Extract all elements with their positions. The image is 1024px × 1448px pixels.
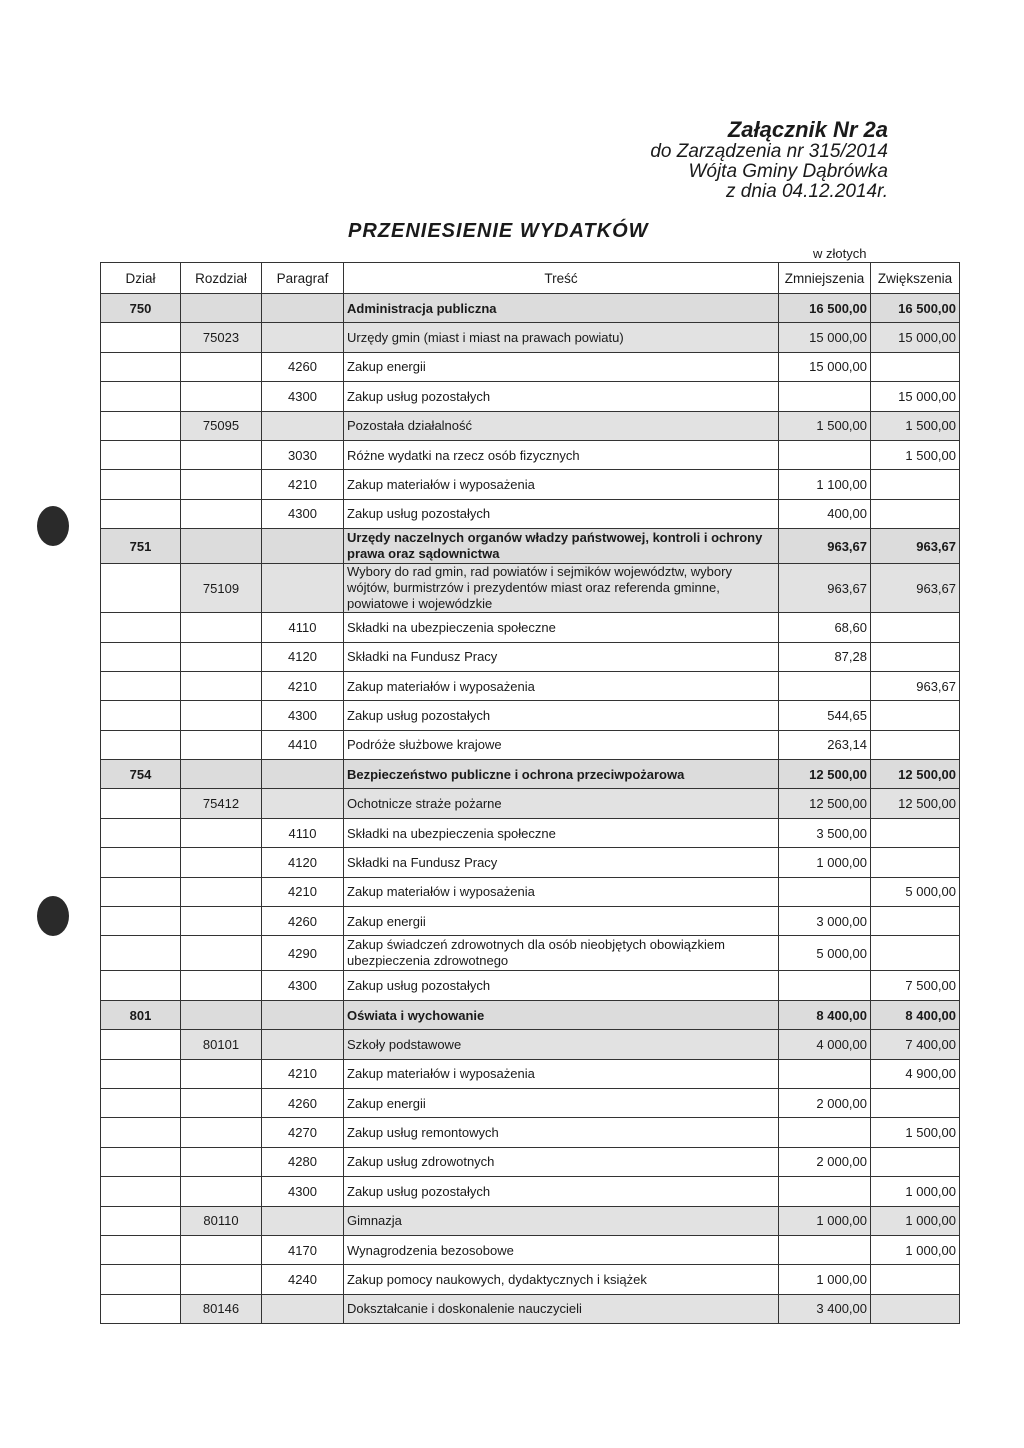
cell-tresc: Wynagrodzenia bezosobowe [344, 1235, 779, 1264]
table-row [101, 818, 960, 847]
table-row [101, 789, 960, 818]
cell-dzial: 754 [101, 760, 181, 789]
cell-zmniejszenia: 1 000,00 [779, 1265, 871, 1294]
cell-zwiekszenia: 5 000,00 [871, 877, 960, 906]
cell-tresc: Gimnazja [344, 1206, 779, 1235]
cell-dzial [101, 1030, 181, 1059]
cell-zwiekszenia [871, 701, 960, 730]
cell-paragraf [262, 1294, 344, 1323]
cell-tresc: Zakup usług pozostałych [344, 1177, 779, 1206]
issuer: Wójta Gminy Dąbrówka [688, 161, 888, 182]
cell-zwiekszenia: 1 500,00 [871, 440, 960, 469]
cell-zwiekszenia: 1 500,00 [871, 1118, 960, 1147]
cell-zmniejszenia: 544,65 [779, 701, 871, 730]
cell-rozdzial [181, 294, 262, 323]
cell-dzial [101, 440, 181, 469]
table-row [101, 1088, 960, 1117]
cell-tresc: Wybory do rad gmin, rad powiatów i sejmików województw, wybory wójtów, burmistrzów i prezydentów miast oraz referenda gminne, powiatowe i wojewódzkie [344, 564, 779, 613]
cell-rozdzial [181, 936, 262, 971]
cell-paragraf [262, 1030, 344, 1059]
table-row [101, 1059, 960, 1088]
cell-zwiekszenia: 1 000,00 [871, 1177, 960, 1206]
cell-zmniejszenia: 4 000,00 [779, 1030, 871, 1059]
cell-paragraf: 4300 [262, 499, 344, 528]
table-row [101, 1118, 960, 1147]
page-title: PRZENIESIENIE WYDATKÓW [348, 220, 649, 242]
cell-rozdzial: 80110 [181, 1206, 262, 1235]
cell-tresc: Urzędy gmin (miast i miast na prawach powiatu) [344, 323, 779, 352]
cell-paragraf: 4120 [262, 848, 344, 877]
table-row [101, 1177, 960, 1206]
cell-zmniejszenia: 87,28 [779, 642, 871, 671]
cell-zmniejszenia [779, 971, 871, 1000]
cell-zmniejszenia [779, 671, 871, 700]
cell-dzial [101, 907, 181, 936]
cell-dzial [101, 877, 181, 906]
cell-zmniejszenia: 263,14 [779, 730, 871, 759]
cell-dzial [101, 411, 181, 440]
cell-zwiekszenia: 1 500,00 [871, 411, 960, 440]
cell-rozdzial: 80101 [181, 1030, 262, 1059]
cell-rozdzial [181, 382, 262, 411]
cell-tresc: Dokształcanie i doskonalenie nauczycieli [344, 1294, 779, 1323]
cell-tresc: Składki na Fundusz Pracy [344, 848, 779, 877]
table-row [101, 411, 960, 440]
cell-rozdzial [181, 499, 262, 528]
cell-dzial [101, 470, 181, 499]
cell-dzial [101, 818, 181, 847]
cell-tresc: Zakup energii [344, 1088, 779, 1117]
table-row [101, 848, 960, 877]
cell-paragraf: 4300 [262, 971, 344, 1000]
cell-paragraf [262, 1206, 344, 1235]
cell-paragraf: 4260 [262, 352, 344, 381]
table-row [101, 564, 960, 613]
cell-zmniejszenia: 68,60 [779, 613, 871, 642]
cell-zwiekszenia [871, 470, 960, 499]
cell-zmniejszenia: 2 000,00 [779, 1147, 871, 1176]
cell-rozdzial [181, 352, 262, 381]
cell-zwiekszenia [871, 1088, 960, 1117]
cell-dzial [101, 382, 181, 411]
cell-dzial [101, 564, 181, 613]
cell-dzial [101, 1294, 181, 1323]
cell-rozdzial [181, 907, 262, 936]
cell-tresc: Oświata i wychowanie [344, 1000, 779, 1029]
table-row [101, 529, 960, 564]
table-row [101, 1294, 960, 1323]
cell-rozdzial: 80146 [181, 1294, 262, 1323]
cell-zwiekszenia: 1 000,00 [871, 1235, 960, 1264]
cell-zmniejszenia: 1 000,00 [779, 848, 871, 877]
table-row [101, 499, 960, 528]
column-header-rozdzial: Rozdział [181, 263, 262, 294]
cell-tresc: Zakup usług remontowych [344, 1118, 779, 1147]
cell-zmniejszenia [779, 1059, 871, 1088]
table-row [101, 1206, 960, 1235]
cell-dzial [101, 936, 181, 971]
table-row [101, 1030, 960, 1059]
punch-hole-top [37, 506, 69, 546]
cell-zmniejszenia: 5 000,00 [779, 936, 871, 971]
table-row [101, 907, 960, 936]
cell-tresc: Zakup usług pozostałych [344, 499, 779, 528]
cell-paragraf: 4280 [262, 1147, 344, 1176]
cell-dzial [101, 671, 181, 700]
cell-rozdzial: 75109 [181, 564, 262, 613]
cell-zwiekszenia [871, 907, 960, 936]
cell-tresc: Zakup świadczeń zdrowotnych dla osób nieobjętych obowiązkiem ubezpieczenia zdrowotnego [344, 936, 779, 971]
table-row [101, 971, 960, 1000]
cell-rozdzial [181, 529, 262, 564]
cell-paragraf: 4210 [262, 470, 344, 499]
cell-zmniejszenia [779, 877, 871, 906]
cell-paragraf: 3030 [262, 440, 344, 469]
cell-zmniejszenia: 16 500,00 [779, 294, 871, 323]
cell-zwiekszenia [871, 818, 960, 847]
cell-zwiekszenia [871, 1294, 960, 1323]
cell-tresc: Zakup materiałów i wyposażenia [344, 877, 779, 906]
cell-paragraf: 4300 [262, 382, 344, 411]
table-row [101, 323, 960, 352]
cell-rozdzial [181, 613, 262, 642]
ordinance-reference: do Zarządzenia nr 315/2014 [650, 141, 888, 162]
cell-dzial [101, 1265, 181, 1294]
cell-tresc: Zakup pomocy naukowych, dydaktycznych i książek [344, 1265, 779, 1294]
cell-paragraf: 4110 [262, 613, 344, 642]
cell-zmniejszenia: 3 000,00 [779, 907, 871, 936]
cell-zwiekszenia: 12 500,00 [871, 760, 960, 789]
cell-rozdzial [181, 671, 262, 700]
cell-tresc: Składki na ubezpieczenia społeczne [344, 613, 779, 642]
cell-tresc: Urzędy naczelnych organów władzy państwowej, kontroli i ochrony prawa oraz sądownictwa [344, 529, 779, 564]
cell-rozdzial [181, 877, 262, 906]
cell-tresc: Podróże służbowe krajowe [344, 730, 779, 759]
cell-zmniejszenia: 1 000,00 [779, 1206, 871, 1235]
cell-tresc: Różne wydatki na rzecz osób fizycznych [344, 440, 779, 469]
cell-rozdzial [181, 730, 262, 759]
cell-zwiekszenia: 1 000,00 [871, 1206, 960, 1235]
cell-zmniejszenia: 12 500,00 [779, 760, 871, 789]
cell-zmniejszenia: 963,67 [779, 529, 871, 564]
cell-zwiekszenia [871, 936, 960, 971]
cell-dzial [101, 1177, 181, 1206]
table-row [101, 1235, 960, 1264]
cell-tresc: Zakup energii [344, 352, 779, 381]
cell-dzial [101, 1059, 181, 1088]
cell-zmniejszenia: 1 100,00 [779, 470, 871, 499]
cell-tresc: Zakup energii [344, 907, 779, 936]
cell-paragraf [262, 323, 344, 352]
table-row [101, 730, 960, 759]
cell-tresc: Administracja publiczna [344, 294, 779, 323]
cell-zwiekszenia [871, 1147, 960, 1176]
cell-zwiekszenia [871, 730, 960, 759]
cell-zwiekszenia: 16 500,00 [871, 294, 960, 323]
cell-zmniejszenia [779, 440, 871, 469]
cell-zmniejszenia: 15 000,00 [779, 323, 871, 352]
column-header-tresc: Treść [344, 263, 779, 294]
cell-zwiekszenia: 15 000,00 [871, 323, 960, 352]
cell-paragraf: 4170 [262, 1235, 344, 1264]
cell-tresc: Szkoły podstawowe [344, 1030, 779, 1059]
table-row [101, 671, 960, 700]
cell-tresc: Zakup usług pozostałych [344, 701, 779, 730]
cell-paragraf: 4120 [262, 642, 344, 671]
column-header-zwiekszenia: Zwiększenia [871, 263, 960, 294]
cell-dzial [101, 701, 181, 730]
cell-zmniejszenia: 15 000,00 [779, 352, 871, 381]
cell-paragraf [262, 789, 344, 818]
table-row [101, 352, 960, 381]
cell-zwiekszenia [871, 352, 960, 381]
cell-paragraf: 4260 [262, 907, 344, 936]
cell-rozdzial: 75412 [181, 789, 262, 818]
cell-tresc: Zakup materiałów i wyposażenia [344, 671, 779, 700]
cell-dzial [101, 730, 181, 759]
expenditure-transfer-table [100, 262, 960, 1324]
table-header-row [101, 263, 960, 294]
cell-dzial [101, 971, 181, 1000]
cell-tresc: Bezpieczeństwo publiczne i ochrona przeciwpożarowa [344, 760, 779, 789]
table-row [101, 877, 960, 906]
table-row [101, 1000, 960, 1029]
document-header [650, 118, 888, 202]
column-header-dzial: Dział [101, 263, 181, 294]
cell-rozdzial [181, 1265, 262, 1294]
cell-rozdzial [181, 1000, 262, 1029]
cell-dzial [101, 848, 181, 877]
cell-rozdzial [181, 1088, 262, 1117]
table-row [101, 294, 960, 323]
cell-paragraf [262, 760, 344, 789]
cell-dzial [101, 1147, 181, 1176]
table-row [101, 382, 960, 411]
cell-dzial [101, 1235, 181, 1264]
cell-tresc: Zakup usług pozostałych [344, 971, 779, 1000]
cell-zwiekszenia: 963,67 [871, 671, 960, 700]
table-row [101, 1265, 960, 1294]
cell-zwiekszenia: 7 400,00 [871, 1030, 960, 1059]
cell-dzial: 751 [101, 529, 181, 564]
cell-paragraf: 4410 [262, 730, 344, 759]
cell-paragraf [262, 529, 344, 564]
cell-paragraf [262, 564, 344, 613]
cell-paragraf: 4210 [262, 1059, 344, 1088]
cell-zwiekszenia: 12 500,00 [871, 789, 960, 818]
cell-paragraf [262, 411, 344, 440]
cell-zmniejszenia [779, 1118, 871, 1147]
cell-rozdzial [181, 1059, 262, 1088]
cell-rozdzial [181, 971, 262, 1000]
cell-zmniejszenia: 1 500,00 [779, 411, 871, 440]
attachment-title: Załącznik Nr 2a [727, 117, 888, 142]
cell-zmniejszenia: 963,67 [779, 564, 871, 613]
cell-dzial [101, 789, 181, 818]
punch-hole-bottom [37, 896, 69, 936]
cell-tresc: Zakup usług zdrowotnych [344, 1147, 779, 1176]
cell-zmniejszenia [779, 382, 871, 411]
cell-dzial [101, 642, 181, 671]
cell-dzial [101, 1088, 181, 1117]
cell-zwiekszenia [871, 642, 960, 671]
cell-dzial [101, 352, 181, 381]
cell-rozdzial [181, 440, 262, 469]
cell-zwiekszenia: 15 000,00 [871, 382, 960, 411]
cell-tresc: Składki na ubezpieczenia społeczne [344, 818, 779, 847]
table-row [101, 470, 960, 499]
cell-tresc: Zakup materiałów i wyposażenia [344, 470, 779, 499]
table-row [101, 642, 960, 671]
cell-zmniejszenia: 8 400,00 [779, 1000, 871, 1029]
cell-tresc: Ochotnicze straże pożarne [344, 789, 779, 818]
cell-rozdzial [181, 642, 262, 671]
cell-rozdzial [181, 701, 262, 730]
table-row [101, 936, 960, 971]
table-row [101, 760, 960, 789]
cell-zmniejszenia [779, 1177, 871, 1206]
cell-zwiekszenia [871, 613, 960, 642]
cell-zwiekszenia [871, 499, 960, 528]
table-row [101, 613, 960, 642]
cell-zwiekszenia: 4 900,00 [871, 1059, 960, 1088]
cell-dzial [101, 499, 181, 528]
cell-zmniejszenia [779, 1235, 871, 1264]
cell-paragraf: 4240 [262, 1265, 344, 1294]
cell-paragraf: 4260 [262, 1088, 344, 1117]
cell-rozdzial: 75095 [181, 411, 262, 440]
cell-paragraf: 4110 [262, 818, 344, 847]
cell-zmniejszenia: 400,00 [779, 499, 871, 528]
cell-rozdzial [181, 1177, 262, 1206]
cell-paragraf: 4300 [262, 1177, 344, 1206]
cell-dzial [101, 323, 181, 352]
cell-paragraf: 4270 [262, 1118, 344, 1147]
cell-zwiekszenia: 963,67 [871, 529, 960, 564]
table-row [101, 701, 960, 730]
cell-paragraf: 4210 [262, 671, 344, 700]
cell-zmniejszenia: 2 000,00 [779, 1088, 871, 1117]
cell-rozdzial: 75023 [181, 323, 262, 352]
cell-zwiekszenia [871, 1265, 960, 1294]
cell-dzial [101, 1206, 181, 1235]
cell-rozdzial [181, 1235, 262, 1264]
cell-dzial [101, 1118, 181, 1147]
cell-dzial [101, 613, 181, 642]
issue-date: z dnia 04.12.2014r. [726, 181, 888, 202]
cell-rozdzial [181, 1118, 262, 1147]
cell-tresc: Pozostała działalność [344, 411, 779, 440]
table-row [101, 1147, 960, 1176]
cell-paragraf [262, 294, 344, 323]
cell-tresc: Zakup materiałów i wyposażenia [344, 1059, 779, 1088]
table-row [101, 440, 960, 469]
cell-paragraf: 4210 [262, 877, 344, 906]
cell-dzial: 750 [101, 294, 181, 323]
cell-paragraf: 4290 [262, 936, 344, 971]
cell-rozdzial [181, 818, 262, 847]
cell-rozdzial [181, 470, 262, 499]
cell-zmniejszenia: 3 500,00 [779, 818, 871, 847]
cell-paragraf [262, 1000, 344, 1029]
cell-zwiekszenia [871, 848, 960, 877]
column-header-paragraf: Paragraf [262, 263, 344, 294]
column-header-zmniejszenia: Zmniejszenia [779, 263, 871, 294]
cell-dzial: 801 [101, 1000, 181, 1029]
cell-tresc: Składki na Fundusz Pracy [344, 642, 779, 671]
cell-zwiekszenia: 963,67 [871, 564, 960, 613]
currency-unit-label: w złotych [813, 246, 867, 261]
cell-rozdzial [181, 848, 262, 877]
cell-paragraf: 4300 [262, 701, 344, 730]
cell-rozdzial [181, 760, 262, 789]
cell-zmniejszenia: 12 500,00 [779, 789, 871, 818]
cell-zmniejszenia: 3 400,00 [779, 1294, 871, 1323]
cell-rozdzial [181, 1147, 262, 1176]
cell-zwiekszenia: 7 500,00 [871, 971, 960, 1000]
cell-zwiekszenia: 8 400,00 [871, 1000, 960, 1029]
cell-tresc: Zakup usług pozostałych [344, 382, 779, 411]
